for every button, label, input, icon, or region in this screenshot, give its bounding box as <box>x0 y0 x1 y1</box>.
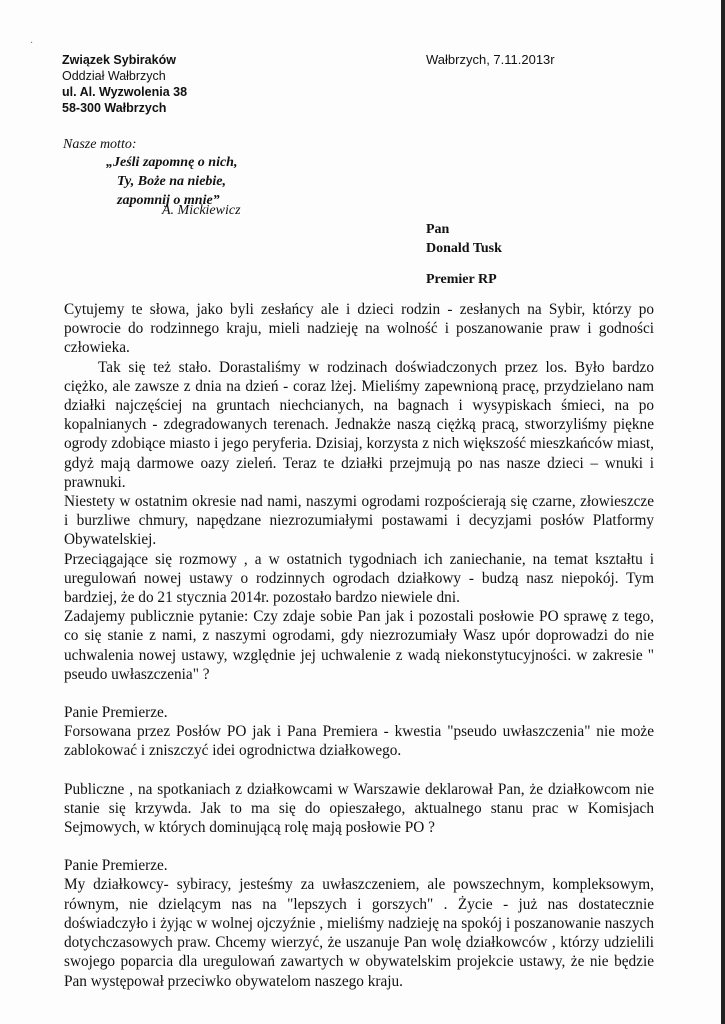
paragraph-3: Niestety w ostatnim okresie nad nami, naszymi ogrodami rozpościerają się czarne, złowieszcze i burzliwe chmury, napędzane niezrozumiałymi postawami i decyzjami posłów Platformy Obywatelskiej. <box>64 493 654 549</box>
sender-postal: 58-300 Wałbrzych <box>62 101 167 115</box>
addressee-name: Donald Tusk <box>426 241 502 256</box>
addressee-role: Premier RP <box>426 272 497 287</box>
sender-block <box>62 52 187 116</box>
paragraph-8: My działkowcy- sybiracy, jesteśmy za uwłaszczeniem, ale powszechnym, kompleksowym, równym, nie dzielącym nas na "lepszych i gorszych" . Życie - już nas dostatecznie doświadczyło i żyjąc w wolnej ojczyźnie , mieliśmy nadzieję na spokój i poszanowanie naszych dotychczasowych praw. Chcemy wierzyć, że uszanuje Pan wolę działkowców , którzy udzielili swojego poparcia dla uregulowań zawartych w obywatelskim projekcie ustawy, że nie będzie Pan występował przeciwko obywatelom naszego kraju. <box>64 876 654 990</box>
motto-label: Nasze motto: <box>63 137 137 152</box>
paragraph-5: Zadajemy publicznie pytanie: Czy zdaje sobie Pan jak i pozostali posłowie PO sprawę z tego, co się stanie z nami, z naszymi ogrodami, gdy niezrozumiały Wasz upór doprowadzi do nie uchwalenia nowej ustawy, względnie jej uchwalenie z wadą niekonstytucyjności. w zakresie " pseudo uwłaszczenia" ? <box>64 608 654 683</box>
salutation-1: Panie Premierze. <box>64 704 168 722</box>
place-date: Wałbrzych, 7.11.2013r <box>426 52 555 67</box>
letter-body <box>64 300 654 991</box>
motto-line-3: zapomnij o mnie” <box>117 193 220 208</box>
motto-author: A. Mickiewicz <box>162 203 241 218</box>
sender-branch: Oddział Wałbrzych <box>62 69 166 83</box>
spacer <box>64 761 654 780</box>
paragraph-7: Publiczne , na spotkaniach z działkowcami w Warszawie deklarował Pan, że działkowcom nie stanie się krzywda. Jak to ma się do opieszałego, aktualnego stanu prac w Komisjach Sejmowych, w których dominującą rolę mają posłowie PO ? <box>64 780 654 837</box>
paragraph-2: Tak się też stało. Dorastaliśmy w rodzinach doświadczonych przez los. Było bardzo ciężko, ale zawsze z dnia na dzień - coraz lżej. Mieliśmy zapewnioną pracę, przydzielano nam działki najczęściej na gruntach niechcianych, na bagnach i wysypiskach śmieci, na po kopalnianych - zdegradowanych terenach. Jednakże naszą ciężką pracą, stworzyliśmy piękne ogrody zdobiące miasto i jego peryferia. Dzisiaj, korzysta z nich większość mieszkańców miast, gdyż mają darmowe oazy zieleń. Teraz te działki przejmują po nas nasze dzieci – wnuki i prawnuki. <box>64 358 654 491</box>
motto-line-2: Ty, Boże na niebie, <box>117 174 227 189</box>
sender-street: ul. Al. Wyzwolenia 38 <box>62 85 188 99</box>
sender-org: Związek Sybiraków <box>62 53 176 67</box>
paragraph-4: Przeciągające się rozmowy , a w ostatnich tygodniach ich zaniechanie, na temat kształtu i uregulowań nowej ustawy o rodzinnych ogrodach działkowy - budzą nasz niepokój. Tym bardziej, że do 21 stycznia 2014r. pozostało bardzo niewiele dni. <box>64 550 654 607</box>
spacer <box>64 837 654 856</box>
paragraph-1: Cytujemy te słowa, jako byli zesłańcy ale i dzieci rodzin - zesłanych na Sybir, którzy po powrocie do rodzinnego kraju, mieli nadzieję na wolność i poszanowanie praw i godności człowieka. <box>64 301 654 357</box>
scan-edge <box>721 0 725 1024</box>
scan-mark: · <box>30 38 34 49</box>
addressee-title: Pan <box>426 222 450 237</box>
paragraph-6: Forsowana przez Posłów PO jak i Pana Premiera - kwestia "pseudo uwłaszczenia" nie może zablokować i zniszczyć idei ogrodnictwa działkowego. <box>64 723 654 760</box>
spacer <box>64 684 654 703</box>
motto-line-1: „Jeśli zapomnę o nich, <box>106 155 238 170</box>
salutation-2: Panie Premierze. <box>64 857 168 875</box>
